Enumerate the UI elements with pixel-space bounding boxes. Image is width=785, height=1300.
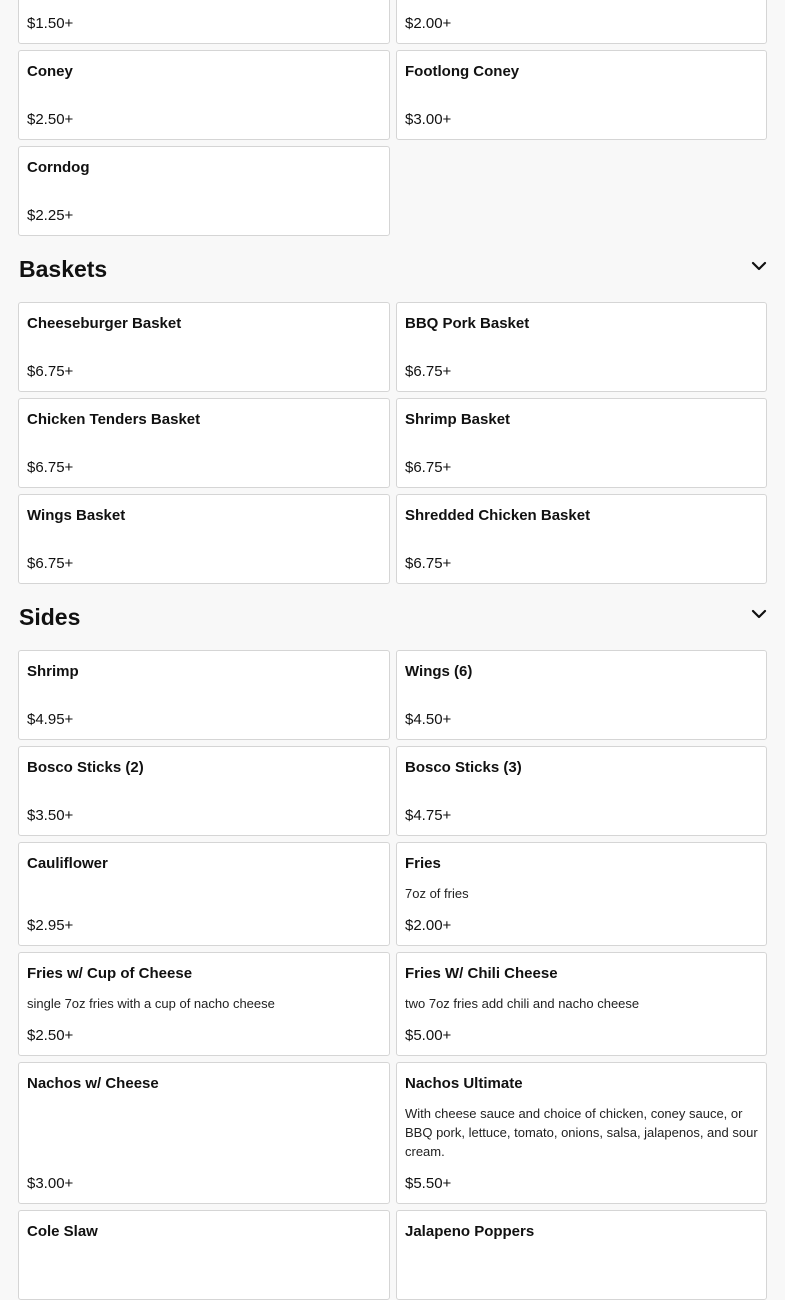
menu-item-name: Bosco Sticks (2) (27, 759, 144, 776)
menu-item-price: $2.25+ (27, 207, 74, 224)
menu-item-price: $5.50+ (405, 1175, 452, 1192)
menu-item-name: Nachos w/ Cheese (27, 1075, 159, 1092)
menu-item-card[interactable] (396, 952, 767, 1056)
section-title: Baskets (19, 255, 108, 282)
menu-item-card[interactable] (396, 746, 767, 836)
menu-item-name: Chicken Tenders Basket (27, 411, 201, 428)
menu-item-name: Fries W/ Chili Cheese (405, 965, 558, 982)
menu-item-card[interactable] (396, 842, 767, 946)
menu-item-description: single 7oz fries with a cup of nacho cheese (27, 996, 275, 1011)
menu-item-name: Wings (6) (405, 663, 473, 680)
menu-item-name: Jalapeno Poppers (405, 1223, 535, 1240)
menu-item-card[interactable] (18, 952, 390, 1056)
menu-item-price: $6.75+ (405, 459, 452, 476)
menu-item-card[interactable] (18, 494, 390, 584)
menu-grid-hotdogs (18, 0, 767, 236)
menu-item-price: $4.50+ (405, 711, 452, 728)
menu-item-card[interactable] (396, 398, 767, 488)
menu-item-price: $4.75+ (405, 807, 452, 824)
menu-item-price: $3.00+ (27, 1175, 74, 1192)
menu-item-name: Wings Basket (27, 507, 126, 524)
chevron-down-icon[interactable] (751, 258, 767, 274)
menu-item-card[interactable] (396, 650, 767, 740)
menu-item-name: Fries w/ Cup of Cheese (27, 965, 193, 982)
menu-grid-sides (18, 650, 767, 1300)
menu-item-price: $1.50+ (27, 15, 74, 32)
menu-item-name: Shrimp Basket (405, 411, 511, 428)
menu-item-description: 7oz of fries (405, 886, 469, 901)
menu-item-name: Coney (27, 63, 73, 80)
menu-item-price: $6.75+ (27, 363, 74, 380)
menu-item-price: $2.50+ (27, 111, 74, 128)
menu-item-card[interactable] (18, 50, 390, 140)
menu-item-price: $2.00+ (405, 917, 452, 934)
section-header-sides[interactable] (19, 584, 768, 650)
menu-item-price: $6.75+ (27, 459, 74, 476)
menu-item-price: $2.50+ (27, 1027, 74, 1044)
menu-item-name: Cauliflower (27, 855, 108, 872)
menu-item-name: Cole Slaw (27, 1223, 98, 1240)
menu-item-card[interactable] (18, 650, 390, 740)
menu-item-price: $4.95+ (27, 711, 74, 728)
menu-grid-baskets (18, 302, 767, 584)
menu-item-name: Fries (405, 855, 441, 872)
menu-item-card[interactable] (396, 302, 767, 392)
menu-item-price: $5.00+ (405, 1027, 452, 1044)
menu-item-name: BBQ Pork Basket (405, 315, 530, 332)
menu-item-card[interactable] (396, 50, 767, 140)
menu-item-card[interactable] (18, 0, 390, 44)
menu-item-description: two 7oz fries add chili and nacho cheese (405, 996, 640, 1011)
menu-item-card[interactable] (396, 494, 767, 584)
menu-item-price: $6.75+ (405, 363, 452, 380)
menu-item-card[interactable] (18, 842, 390, 946)
menu-item-card[interactable] (18, 398, 390, 488)
menu-item-name: Corndog (27, 159, 90, 176)
menu-item-price: $2.00+ (405, 15, 452, 32)
chevron-down-icon[interactable] (751, 606, 767, 622)
menu-item-price: $6.75+ (27, 555, 74, 572)
menu-item-name: Bosco Sticks (3) (405, 759, 522, 776)
menu-item-price: $6.75+ (405, 555, 452, 572)
menu-item-card[interactable] (18, 1062, 390, 1204)
menu-item-price: $2.95+ (27, 917, 74, 934)
menu-item-name: Shrimp (27, 663, 79, 680)
menu-item-description: With cheese sauce and choice of chicken, coney sauce, or BBQ pork, lettuce, tomato, onions, salsa, jalapenos, and sour cream. (405, 1106, 758, 1159)
menu-item-name: Shredded Chicken Basket (405, 507, 591, 524)
menu-item-name: Cheeseburger Basket (27, 315, 182, 332)
menu-item-card[interactable] (396, 0, 767, 44)
menu-item-name: Nachos Ultimate (405, 1075, 523, 1092)
menu-item-card[interactable] (18, 146, 390, 236)
menu-item-card[interactable] (18, 746, 390, 836)
section-header-baskets[interactable] (19, 236, 768, 302)
menu-item-price: $3.00+ (405, 111, 452, 128)
section-title: Sides (19, 603, 81, 630)
menu-item-price: $3.50+ (27, 807, 74, 824)
menu-item-name: Footlong Coney (405, 63, 520, 80)
menu-item-card[interactable] (18, 302, 390, 392)
menu-item-card[interactable] (396, 1062, 767, 1204)
